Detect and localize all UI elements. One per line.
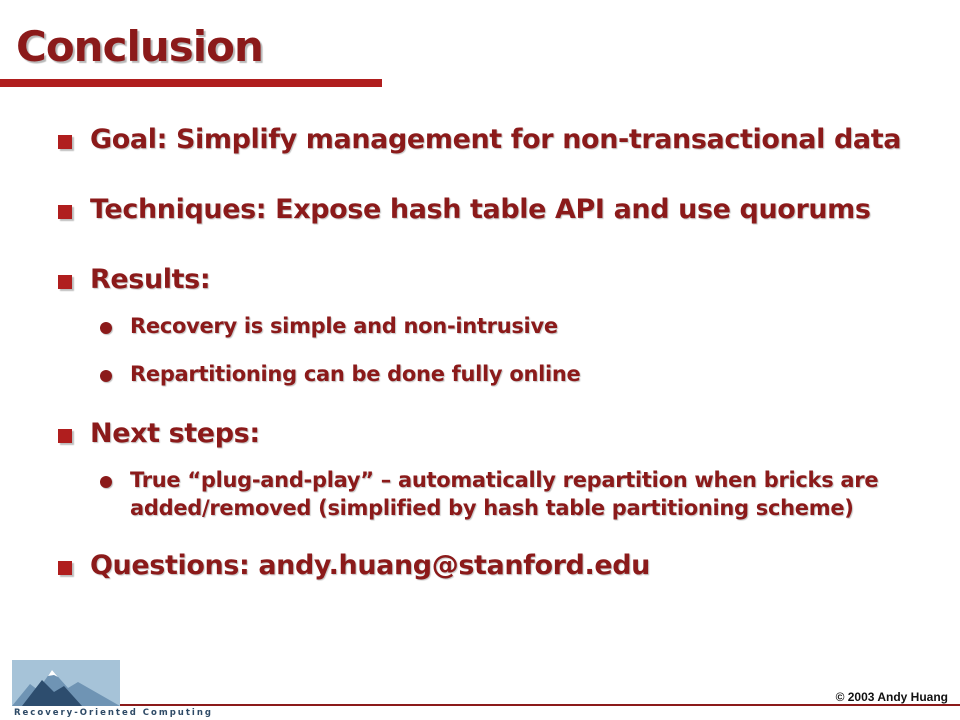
bullet-text: Techniques: Expose hash table API and use quorums <box>90 194 871 225</box>
bullet-list <box>58 122 938 584</box>
sub-bullet-text: True “plug-and-play” – automatically repartition when bricks are added/removed (simplified by hash table partitioning scheme) <box>130 468 879 520</box>
sub-bullet-repartitioning <box>100 360 938 388</box>
bullet-text: Results: <box>90 264 211 295</box>
bullet-text: Questions: andy.huang@stanford.edu <box>90 550 650 581</box>
roc-logo <box>12 660 120 706</box>
bullet-goal <box>58 122 938 158</box>
square-bullet-icon <box>58 135 72 149</box>
bullet-text: Next steps: <box>90 418 260 449</box>
sub-bullet-text: Recovery is simple and non-intrusive <box>130 314 558 338</box>
bullet-techniques <box>58 192 938 228</box>
round-bullet-icon <box>100 476 112 488</box>
square-bullet-icon <box>58 429 72 443</box>
bullet-results <box>58 262 938 298</box>
sub-bullet-text: Repartitioning can be done fully online <box>130 362 581 386</box>
title-underline <box>0 79 382 87</box>
square-bullet-icon <box>58 275 72 289</box>
copyright-notice: © 2003 Andy Huang <box>835 690 948 704</box>
sub-bullet-recovery <box>100 312 938 340</box>
square-bullet-icon <box>58 205 72 219</box>
footer-divider <box>120 704 960 706</box>
square-bullet-icon <box>58 561 72 575</box>
slide-title: Conclusion <box>16 22 263 71</box>
bullet-next-steps <box>58 416 938 452</box>
sub-bullet-plug-and-play <box>100 466 938 522</box>
bullet-questions <box>58 548 938 584</box>
round-bullet-icon <box>100 370 112 382</box>
logo-text: Recovery-Oriented Computing <box>14 708 213 718</box>
bullet-text: Goal: Simplify management for non-transactional data <box>90 124 902 155</box>
mountain-logo-icon <box>12 660 120 706</box>
round-bullet-icon <box>100 322 112 334</box>
